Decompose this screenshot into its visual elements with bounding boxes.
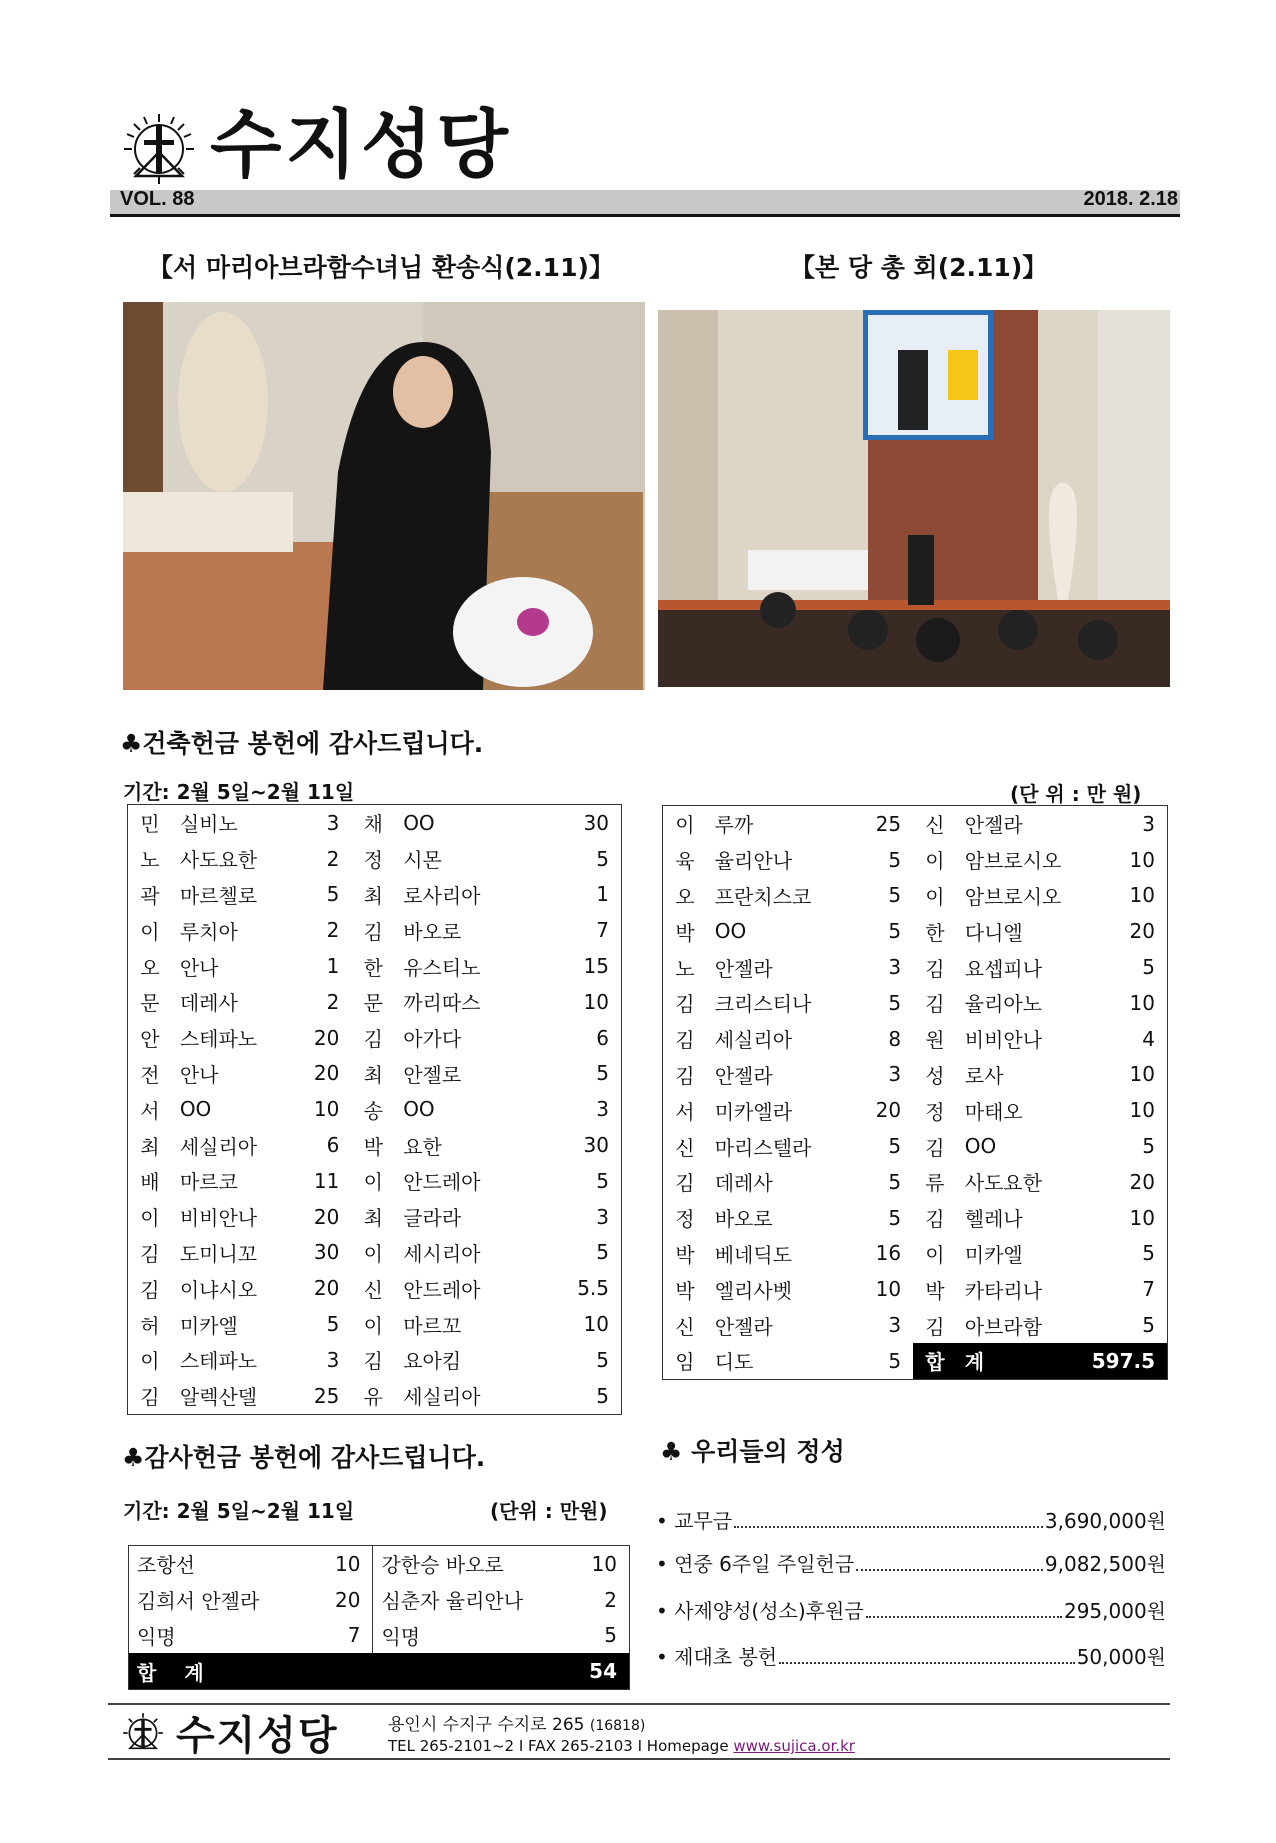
donor-baptismal-name: 비비안나 <box>964 1028 1043 1053</box>
donor-baptismal-name: 시몬 <box>403 848 442 873</box>
donor-amount: 5 <box>326 1312 340 1337</box>
donor-baptismal-name: 세실리아 <box>403 1385 481 1410</box>
table-row <box>128 1127 622 1163</box>
donor-surname: 이 <box>925 1242 945 1267</box>
donor-baptismal-name: 바오로 <box>403 919 462 944</box>
donor-surname: 김 <box>140 1277 160 1302</box>
donor-baptismal-name: 아가다 <box>403 1027 462 1052</box>
issue-date: 2018. 2.18 <box>1083 188 1178 210</box>
donor-amount: 25 <box>313 1383 340 1408</box>
donor-baptismal-name: 엘리사벳 <box>714 1278 793 1303</box>
donor-amount: 5 <box>596 1383 609 1408</box>
offering-label: • 연중 6주일 주일헌금 <box>656 1552 855 1576</box>
donor-amount: 20 <box>875 1098 902 1123</box>
total-label-cell <box>129 1653 558 1689</box>
donor-baptismal-name: 글라라 <box>403 1206 462 1231</box>
homepage-link[interactable]: www.sujica.or.kr <box>733 1737 855 1755</box>
donor-surname: 김 <box>675 1063 695 1088</box>
donor-baptismal-name: 사도요한 <box>179 848 258 873</box>
donor-baptismal-name: 카타리나 <box>964 1278 1043 1303</box>
donor-name: 익명 <box>381 1624 421 1649</box>
table-row <box>128 1163 622 1199</box>
table-row <box>663 806 1168 842</box>
donor-name: 조항선 <box>137 1553 195 1578</box>
donor-amount: 5.5 <box>577 1276 609 1301</box>
donor-amount: 5 <box>888 1205 902 1230</box>
table-row <box>128 1056 622 1092</box>
donor-amount: 11 <box>313 1168 340 1193</box>
donor-baptismal-name: 헬레나 <box>964 1207 1023 1232</box>
table-row <box>663 1057 1168 1093</box>
table-row <box>663 842 1168 878</box>
donor-baptismal-name: 로사리아 <box>403 883 481 908</box>
donor-baptismal-name: 실비노 <box>179 812 238 837</box>
donor-surname: 한 <box>925 920 945 945</box>
table-row <box>128 1235 622 1271</box>
building-fund-unit: (단 위 : 만 원) <box>1010 782 1142 806</box>
thanks-fund-unit: (단위 : 만원) <box>490 1499 608 1523</box>
table-row <box>128 1378 622 1414</box>
total-row <box>129 1653 630 1689</box>
donor-baptismal-name: 아브라함 <box>964 1314 1043 1339</box>
donor-amount: 3 <box>888 1062 902 1087</box>
donor-surname: 이 <box>925 849 945 874</box>
table-row <box>663 1092 1168 1128</box>
table-row <box>128 912 622 948</box>
donor-amount: 10 <box>583 1312 609 1337</box>
table-row <box>663 1021 1168 1057</box>
donor-surname: 오 <box>140 955 160 980</box>
donor-surname: 신 <box>363 1277 383 1302</box>
donor-surname: 김 <box>675 1028 695 1053</box>
donor-surname: 문 <box>140 991 160 1016</box>
donor-name: 심춘자 율리안나 <box>381 1589 524 1614</box>
donor-baptismal-name: 요아킴 <box>403 1349 462 1374</box>
offerings-heading: ♣ 우리들의 정성 <box>660 1437 845 1466</box>
total-value: 54 <box>558 1653 630 1689</box>
table-row <box>663 1307 1168 1343</box>
donor-surname: 김 <box>925 1207 945 1232</box>
donor-amount: 16 <box>875 1241 902 1266</box>
offering-row <box>656 1595 1166 1624</box>
donor-baptismal-name: 암브로시오 <box>964 849 1062 874</box>
photo-parish-general-meeting <box>658 310 1170 687</box>
donor-surname: 최 <box>363 1062 383 1087</box>
donor-amount: 2 <box>604 1587 617 1612</box>
building-fund-table-left <box>127 804 622 1415</box>
donor-amount: 20 <box>313 1061 340 1086</box>
donor-amount: 5 <box>888 1134 902 1159</box>
donor-surname: 정 <box>363 848 383 873</box>
donor-surname: 김 <box>140 1241 160 1266</box>
donor-surname: 성 <box>925 1063 945 1088</box>
offering-label: • 사제양성(성소)후원금 <box>656 1599 864 1623</box>
table-row <box>663 1271 1168 1307</box>
offering-label: • 제대초 봉헌 <box>656 1645 778 1669</box>
donor-amount: 5 <box>1142 1313 1155 1338</box>
donor-amount: 30 <box>583 810 609 835</box>
donor-baptismal-name: 까리따스 <box>403 991 481 1016</box>
donor-surname: 이 <box>675 813 695 838</box>
donor-amount: 5 <box>888 1348 902 1373</box>
donor-amount: 5 <box>888 919 902 944</box>
dotted-leader <box>734 1526 1043 1528</box>
donor-amount: 2 <box>326 918 340 943</box>
donor-surname: 박 <box>925 1278 945 1303</box>
donor-amount: 5 <box>596 1061 609 1086</box>
donor-baptismal-name: 안젤라 <box>714 1063 773 1088</box>
donor-baptismal-name: 안젤라 <box>714 1314 773 1339</box>
donor-amount: 7 <box>596 918 609 943</box>
donor-amount: 5 <box>888 847 902 872</box>
photo-caption-left: 【서 마리아브라함수녀님 환송식(2.11)】 <box>148 253 614 282</box>
donor-baptismal-name: OO <box>403 810 435 835</box>
table-row <box>128 1020 622 1056</box>
donor-baptismal-name: 다니엘 <box>964 920 1023 945</box>
donor-amount: 1 <box>596 882 609 907</box>
thanks-fund-heading: ♣감사헌금 봉헌에 감사드립니다. <box>122 1443 486 1472</box>
table-row <box>663 1200 1168 1236</box>
donor-surname: 김 <box>925 956 945 981</box>
dotted-leader <box>779 1662 1075 1664</box>
donor-surname: 김 <box>675 992 695 1017</box>
table-row <box>129 1546 630 1582</box>
table-row <box>128 805 622 841</box>
donor-baptismal-name: 마태오 <box>964 1099 1023 1124</box>
offering-row <box>656 1641 1166 1670</box>
donor-amount: 5 <box>596 1168 609 1193</box>
donor-amount: 5 <box>1142 1134 1155 1159</box>
total-label: 계 <box>184 1660 204 1685</box>
donor-surname: 이 <box>363 1170 383 1195</box>
donor-amount: 5 <box>888 990 902 1015</box>
donor-amount: 2 <box>326 989 340 1014</box>
donor-surname: 박 <box>363 1134 383 1159</box>
donor-amount: 30 <box>583 1133 609 1158</box>
donor-baptismal-name: 마르꼬 <box>403 1313 462 1338</box>
donor-baptismal-name: OO <box>714 919 747 944</box>
offering-amount: 50,000원 <box>1076 1645 1166 1669</box>
donor-amount: 10 <box>1129 990 1155 1015</box>
donor-baptismal-name: 미카엘 <box>964 1242 1023 1267</box>
donor-surname: 신 <box>925 813 945 838</box>
donor-baptismal-name: 스테파노 <box>179 1349 258 1374</box>
donor-amount: 10 <box>1129 1098 1155 1123</box>
donor-surname: 임 <box>675 1350 695 1375</box>
donor-surname: 정 <box>675 1207 695 1232</box>
donor-amount: 20 <box>313 1276 340 1301</box>
donor-baptismal-name: 암브로시오 <box>964 884 1062 909</box>
footer-divider-bottom <box>108 1758 1170 1760</box>
donor-surname: 김 <box>140 1385 160 1410</box>
donor-surname: 송 <box>363 1098 383 1123</box>
dotted-leader <box>856 1569 1043 1571</box>
donor-surname: 육 <box>675 849 695 874</box>
donor-baptismal-name: 마리스텔라 <box>714 1135 812 1160</box>
donor-amount: 3 <box>888 955 902 980</box>
donor-amount: 15 <box>583 954 609 979</box>
page-title: 수지성당 <box>210 102 512 188</box>
donor-name: 김희서 안젤라 <box>137 1589 260 1614</box>
donor-amount: 5 <box>888 883 902 908</box>
donor-surname: 원 <box>925 1028 945 1053</box>
donor-surname: 류 <box>925 1171 945 1196</box>
donor-baptismal-name: 바오로 <box>714 1207 773 1232</box>
table-row <box>128 841 622 877</box>
footer-zip: (16818) <box>589 1718 646 1734</box>
building-fund-heading: ♣건축헌금 봉헌에 감사드립니다. <box>120 729 484 758</box>
total-value: 597.5 <box>1091 1343 1167 1379</box>
photo-caption-right: 【본 당 총 회(2.11)】 <box>790 253 1048 282</box>
table-row <box>663 878 1168 914</box>
donor-surname: 신 <box>675 1314 695 1339</box>
donor-baptismal-name: 스테파노 <box>179 1027 258 1052</box>
donor-amount: 5 <box>1142 1241 1155 1266</box>
donor-name: 강한승 바오로 <box>381 1553 504 1578</box>
footer-title: 수지성당 <box>176 1713 339 1759</box>
volume-number: VOL. 88 <box>120 188 195 210</box>
donor-surname: 박 <box>675 920 695 945</box>
donor-baptismal-name: 유스티노 <box>403 955 481 980</box>
table-row <box>128 984 622 1020</box>
donor-baptismal-name: 안나 <box>179 1062 219 1087</box>
donor-surname: 이 <box>363 1313 383 1338</box>
donor-amount: 10 <box>1129 1205 1155 1230</box>
donor-surname: 김 <box>675 1171 695 1196</box>
donor-surname: 유 <box>363 1385 383 1410</box>
table-row <box>128 1306 622 1342</box>
donor-amount: 5 <box>604 1623 617 1648</box>
donor-surname: 최 <box>363 1206 383 1231</box>
donor-surname: 김 <box>363 1027 383 1052</box>
donor-amount: 5 <box>888 1169 902 1194</box>
donor-baptismal-name: OO <box>964 1134 997 1159</box>
donor-surname: 노 <box>675 956 695 981</box>
donor-surname: 이 <box>925 884 945 909</box>
donor-amount: 3 <box>596 1097 609 1122</box>
donor-amount: 20 <box>313 1582 373 1618</box>
table-row <box>129 1582 630 1618</box>
donor-baptismal-name: 알렉산델 <box>179 1385 258 1410</box>
donor-amount: 5 <box>596 846 609 871</box>
donor-baptismal-name: 요셉피나 <box>964 956 1043 981</box>
footer-address-line <box>388 1710 645 1735</box>
donor-baptismal-name: 루까 <box>714 813 754 838</box>
donor-amount: 10 <box>1129 1062 1155 1087</box>
donor-baptismal-name: 마르첼로 <box>179 883 258 908</box>
table-row <box>663 1343 1168 1379</box>
donor-baptismal-name: 안드레아 <box>403 1170 481 1195</box>
table-row <box>663 985 1168 1021</box>
donor-surname: 문 <box>363 991 383 1016</box>
offering-row <box>656 1548 1166 1577</box>
donor-baptismal-name: 프란치스코 <box>714 884 812 909</box>
offering-amount: 9,082,500원 <box>1044 1552 1166 1576</box>
donor-baptismal-name: 마르코 <box>179 1170 238 1195</box>
donor-amount: 20 <box>313 1204 340 1229</box>
donor-baptismal-name: 이냐시오 <box>179 1277 258 1302</box>
donor-baptismal-name: 안젤라 <box>714 956 773 981</box>
offering-amount: 295,000원 <box>1063 1599 1166 1623</box>
donor-surname: 이 <box>140 919 160 944</box>
table-row <box>663 1236 1168 1272</box>
total-label: 합 <box>913 1343 957 1379</box>
donor-amount: 10 <box>313 1546 373 1582</box>
donor-amount: 20 <box>1129 1169 1155 1194</box>
parish-logo-icon <box>122 112 196 186</box>
donor-surname: 오 <box>675 884 695 909</box>
donor-amount: 10 <box>1129 883 1155 908</box>
donor-amount: 4 <box>1142 1026 1155 1051</box>
donor-baptismal-name: 율리아노 <box>964 992 1043 1017</box>
donor-surname: 민 <box>140 812 160 837</box>
footer-address: 용인시 수지구 수지로 265 <box>388 1715 585 1735</box>
donor-amount: 3 <box>596 1204 609 1229</box>
donor-amount: 10 <box>875 1277 902 1302</box>
donor-baptismal-name: 미카엘라 <box>714 1099 793 1124</box>
donor-name: 익명 <box>137 1624 176 1649</box>
donor-amount: 20 <box>1129 919 1155 944</box>
donor-surname: 이 <box>363 1241 383 1266</box>
donor-surname: 서 <box>140 1098 160 1123</box>
donor-baptismal-name: 안드레아 <box>403 1277 481 1302</box>
donor-baptismal-name: 루치아 <box>179 919 238 944</box>
donor-surname: 안 <box>140 1027 160 1052</box>
donor-baptismal-name: 안젤로 <box>403 1062 462 1087</box>
donor-amount: 3 <box>1142 811 1155 836</box>
total-label: 합 <box>137 1660 157 1685</box>
donor-amount: 5 <box>1142 955 1155 980</box>
donor-baptismal-name: 안젤라 <box>964 813 1023 838</box>
donor-surname: 김 <box>925 992 945 1017</box>
donor-surname: 이 <box>140 1206 160 1231</box>
donor-amount: 2 <box>326 846 340 871</box>
offering-row <box>656 1505 1166 1534</box>
donor-amount: 10 <box>1129 847 1155 872</box>
footer-contact-line <box>388 1737 855 1755</box>
thanks-fund-table <box>128 1545 630 1690</box>
table-row <box>128 1270 622 1306</box>
donor-amount: 3 <box>326 1347 340 1372</box>
donor-amount: 20 <box>313 1025 340 1050</box>
donor-amount: 6 <box>326 1133 340 1158</box>
donor-surname: 박 <box>675 1278 695 1303</box>
dotted-leader <box>866 1616 1062 1618</box>
volume-bar <box>110 190 1180 217</box>
table-row <box>663 913 1168 949</box>
donor-surname: 곽 <box>140 883 160 908</box>
table-row <box>663 1128 1168 1164</box>
donor-baptismal-name: 데레사 <box>179 991 238 1016</box>
donor-baptismal-name: 세시리아 <box>403 1241 481 1266</box>
building-fund-period: 기간: 2월 5일~2월 11일 <box>123 780 355 804</box>
donor-amount: 5 <box>596 1240 609 1265</box>
donor-amount: 3 <box>326 810 340 835</box>
table-row <box>128 877 622 913</box>
donor-amount: 25 <box>875 811 902 836</box>
footer-contact: TEL 265-2101~2 I FAX 265-2103 I Homepage <box>388 1737 729 1755</box>
donor-baptismal-name: 크리스티나 <box>714 992 812 1017</box>
donor-baptismal-name: 사도요한 <box>964 1171 1043 1196</box>
donor-amount: 1 <box>326 954 340 979</box>
table-row <box>128 1199 622 1235</box>
table-row <box>128 1091 622 1127</box>
donor-surname: 신 <box>675 1135 695 1160</box>
donor-surname: 노 <box>140 848 160 873</box>
donor-baptismal-name: 데레사 <box>714 1171 773 1196</box>
table-row <box>663 949 1168 985</box>
donor-baptismal-name: 요한 <box>403 1134 442 1159</box>
donor-surname: 김 <box>925 1135 945 1160</box>
donor-surname: 김 <box>363 1349 383 1374</box>
donor-baptismal-name: OO <box>179 1097 212 1122</box>
donor-amount: 7 <box>313 1618 373 1654</box>
donor-surname: 박 <box>675 1242 695 1267</box>
donor-baptismal-name: 베네딕도 <box>714 1242 793 1267</box>
donor-surname: 배 <box>140 1170 160 1195</box>
donor-surname: 정 <box>925 1099 945 1124</box>
donor-baptismal-name: OO <box>403 1097 435 1122</box>
donor-surname: 한 <box>363 955 383 980</box>
donor-baptismal-name: 디도 <box>714 1350 754 1375</box>
donor-amount: 6 <box>596 1025 609 1050</box>
donor-baptismal-name: 세실리아 <box>714 1028 793 1053</box>
donor-surname: 김 <box>925 1314 945 1339</box>
footer-logo-icon <box>122 1712 164 1754</box>
donor-baptismal-name: 미카엘 <box>179 1313 238 1338</box>
offering-label: • 교무금 <box>656 1509 733 1533</box>
donor-surname: 채 <box>363 812 383 837</box>
donor-amount: 5 <box>596 1347 609 1372</box>
photo-farewell-ceremony <box>123 302 645 690</box>
donor-amount: 3 <box>888 1313 902 1338</box>
donor-surname: 전 <box>140 1062 160 1087</box>
table-row <box>663 1164 1168 1200</box>
donor-amount: 8 <box>888 1026 902 1051</box>
table-row <box>129 1618 630 1654</box>
donor-baptismal-name: 세실리아 <box>179 1134 258 1159</box>
donor-surname: 서 <box>675 1099 695 1124</box>
donor-baptismal-name: 비비안나 <box>179 1206 258 1231</box>
total-label: 계 <box>957 1343 1092 1379</box>
donor-amount: 10 <box>313 1097 340 1122</box>
donor-baptismal-name: 도미니꼬 <box>179 1241 258 1266</box>
donor-amount: 10 <box>583 989 609 1014</box>
donor-amount: 5 <box>326 882 340 907</box>
building-fund-table-right <box>662 805 1168 1380</box>
donor-amount: 10 <box>591 1551 617 1576</box>
donor-surname: 최 <box>140 1134 160 1159</box>
donor-baptismal-name: 로사 <box>964 1063 1004 1088</box>
donor-baptismal-name: 안나 <box>179 955 219 980</box>
donor-surname: 최 <box>363 883 383 908</box>
offering-amount: 3,690,000원 <box>1044 1509 1166 1533</box>
donor-surname: 허 <box>140 1313 160 1338</box>
donor-surname: 김 <box>363 919 383 944</box>
table-row <box>128 1342 622 1378</box>
donor-surname: 이 <box>140 1349 160 1374</box>
donor-amount: 7 <box>1142 1277 1155 1302</box>
thanks-fund-period: 기간: 2월 5일~2월 11일 <box>123 1499 355 1523</box>
donor-amount: 30 <box>313 1240 340 1265</box>
donor-baptismal-name: 율리안나 <box>714 849 793 874</box>
table-row <box>128 948 622 984</box>
